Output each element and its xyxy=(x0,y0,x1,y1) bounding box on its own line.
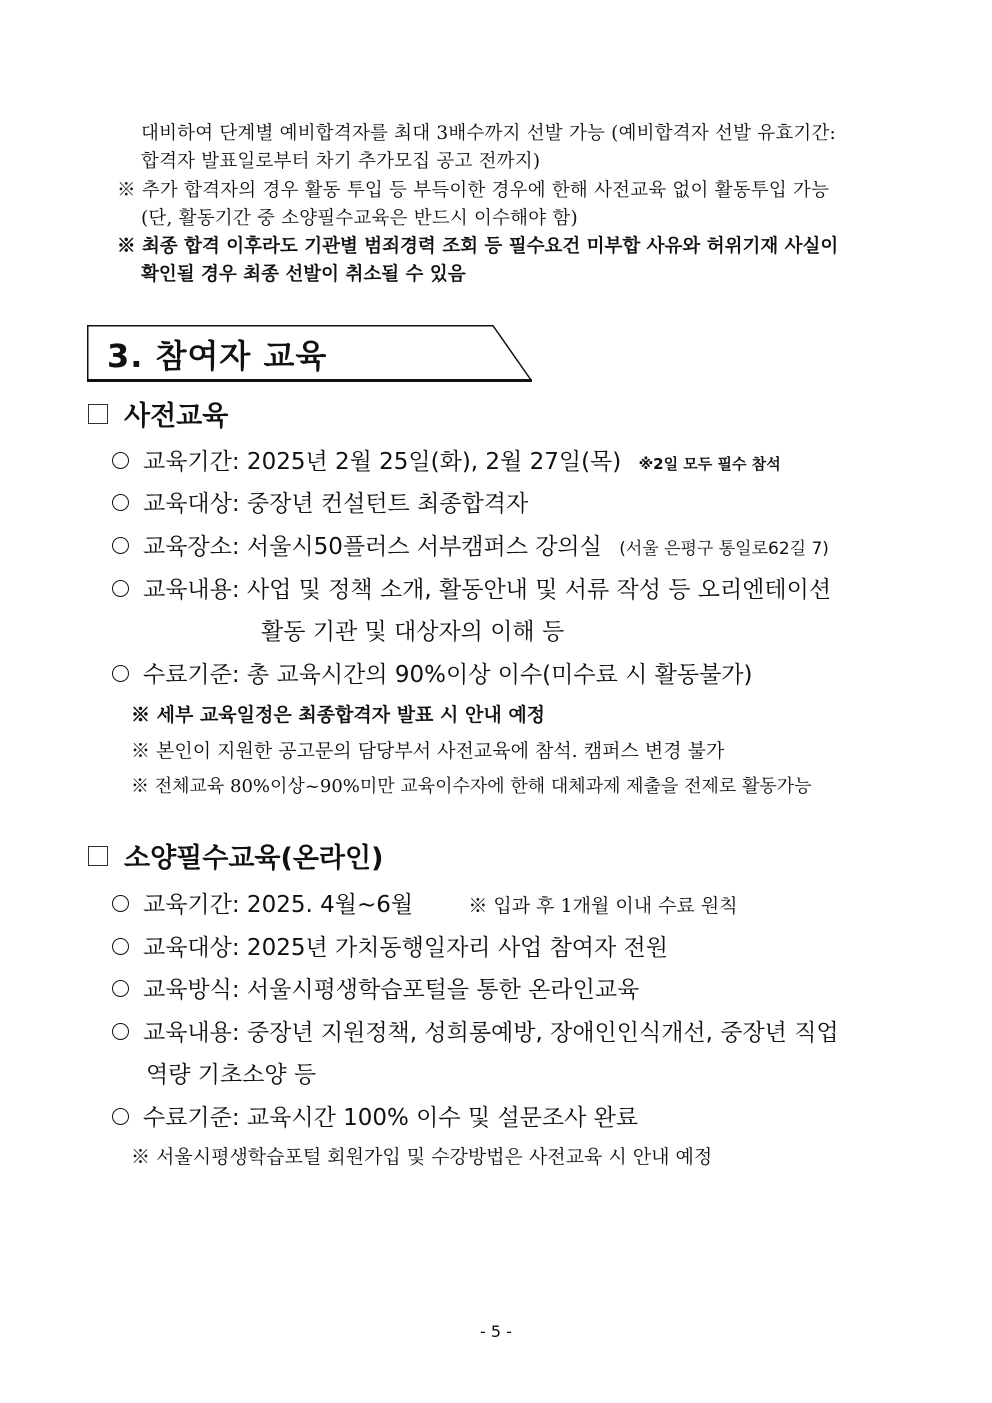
pre-education-item-content xyxy=(112,571,831,604)
item-text: 교육대상: 중장년 컨설턴트 최종합격자 xyxy=(143,491,529,517)
pre-education-heading-label: 사전교육 xyxy=(124,401,229,432)
pre-education-heading xyxy=(88,394,228,433)
circle-bullet-icon xyxy=(112,980,129,997)
circle-bullet-icon xyxy=(112,938,129,955)
pre-education-note-attendance: ※ 본인이 지원한 공고문의 담당부서 사전교육에 참석. 캠퍼스 변경 불가 xyxy=(131,740,725,762)
section-header xyxy=(87,325,531,381)
required-education-note-portal: ※ 서울시평생학습포털 회원가입 및 수강방법은 사전교육 시 안내 예정 xyxy=(131,1146,713,1168)
pre-education-item-criteria xyxy=(112,656,752,689)
circle-bullet-icon xyxy=(112,665,129,682)
pre-education-item-target xyxy=(112,485,528,518)
circle-bullet-icon xyxy=(112,895,129,912)
item-text: 교육기간: 2025. 4월~6월 xyxy=(143,892,414,918)
circle-bullet-icon xyxy=(112,1108,129,1125)
note-cancellation-line-1: ※ 최종 합격 이후라도 기관별 범죄경력 조회 등 필수요건 미부합 사유와 허위기재 사실이 xyxy=(117,236,839,257)
circle-bullet-icon xyxy=(112,452,129,469)
pre-education-item-content-continuation: 활동 기관 및 대상자의 이해 등 xyxy=(261,619,565,645)
checkbox-square-icon xyxy=(88,846,108,866)
continuation-text-line-2: 합격자 발표일로부터 차기 추가모집 공고 전까지) xyxy=(141,151,541,172)
pre-education-item-location xyxy=(112,528,829,561)
item-text: 교육기간: 2025년 2월 25일(화), 2월 27일(목) xyxy=(143,449,622,475)
item-text: 교육방식: 서울시평생학습포털을 통한 온라인교육 xyxy=(143,977,640,1003)
item-note: (서울 은평구 통일로62길 7) xyxy=(619,539,829,559)
page-number: - 5 - xyxy=(480,1322,512,1341)
circle-bullet-icon xyxy=(112,494,129,511)
checkbox-square-icon xyxy=(88,404,108,424)
required-education-item-content xyxy=(112,1014,839,1047)
required-education-item-method xyxy=(112,971,639,1004)
required-education-item-target xyxy=(112,929,668,962)
item-text: 교육대상: 2025년 가치동행일자리 사업 참여자 전원 xyxy=(143,935,668,961)
item-text: 교육내용: 사업 및 정책 소개, 활동안내 및 서류 작성 등 오리엔테이션 xyxy=(143,577,832,603)
required-education-heading xyxy=(88,836,383,875)
pre-education-note-substitute: ※ 전체교육 80%이상~90%미만 교육이수자에 한해 대체과제 제출을 전제로 활동가능 xyxy=(131,776,812,797)
item-text: 수료기준: 총 교육시간의 90%이상 이수(미수료 시 활동불가) xyxy=(143,662,753,688)
circle-bullet-icon xyxy=(112,537,129,554)
required-education-item-period xyxy=(112,886,738,919)
item-text: 교육장소: 서울시50플러스 서부캠퍼스 강의실 xyxy=(143,534,602,560)
required-education-heading-label: 소양필수교육(온라인) xyxy=(124,843,384,874)
pre-education-note-schedule: ※ 세부 교육일정은 최종합격자 발표 시 안내 예정 xyxy=(131,704,546,726)
pre-education-item-period xyxy=(112,443,781,476)
continuation-text-line-1: 대비하여 단계별 예비합격자를 최대 3배수까지 선발 가능 (예비합격자 선발 유효기간: xyxy=(141,123,836,144)
required-education-item-content-continuation: 역량 기초소양 등 xyxy=(146,1062,317,1088)
section-title: 3. 참여자 교육 xyxy=(107,337,328,375)
required-education-item-criteria xyxy=(112,1099,638,1132)
item-text: 수료기준: 교육시간 100% 이수 및 설문조사 완료 xyxy=(143,1105,639,1131)
circle-bullet-icon xyxy=(112,1023,129,1040)
item-note: ※2일 모두 필수 참석 xyxy=(638,455,781,473)
note-cancellation-line-2: 확인될 경우 최종 선발이 취소될 수 있음 xyxy=(141,264,466,285)
note-additional-pass-line-2: (단, 활동기간 중 소양필수교육은 반드시 이수해야 함) xyxy=(141,208,578,229)
item-note: ※ 입과 후 1개월 이내 수료 원칙 xyxy=(468,895,738,917)
note-additional-pass-line-1: ※ 추가 합격자의 경우 활동 투입 등 부득이한 경우에 한해 사전교육 없이 활동투입 가능 xyxy=(117,180,830,201)
item-text: 교육내용: 중장년 지원정책, 성희롱예방, 장애인인식개선, 중장년 직업 xyxy=(143,1020,839,1046)
circle-bullet-icon xyxy=(112,580,129,597)
